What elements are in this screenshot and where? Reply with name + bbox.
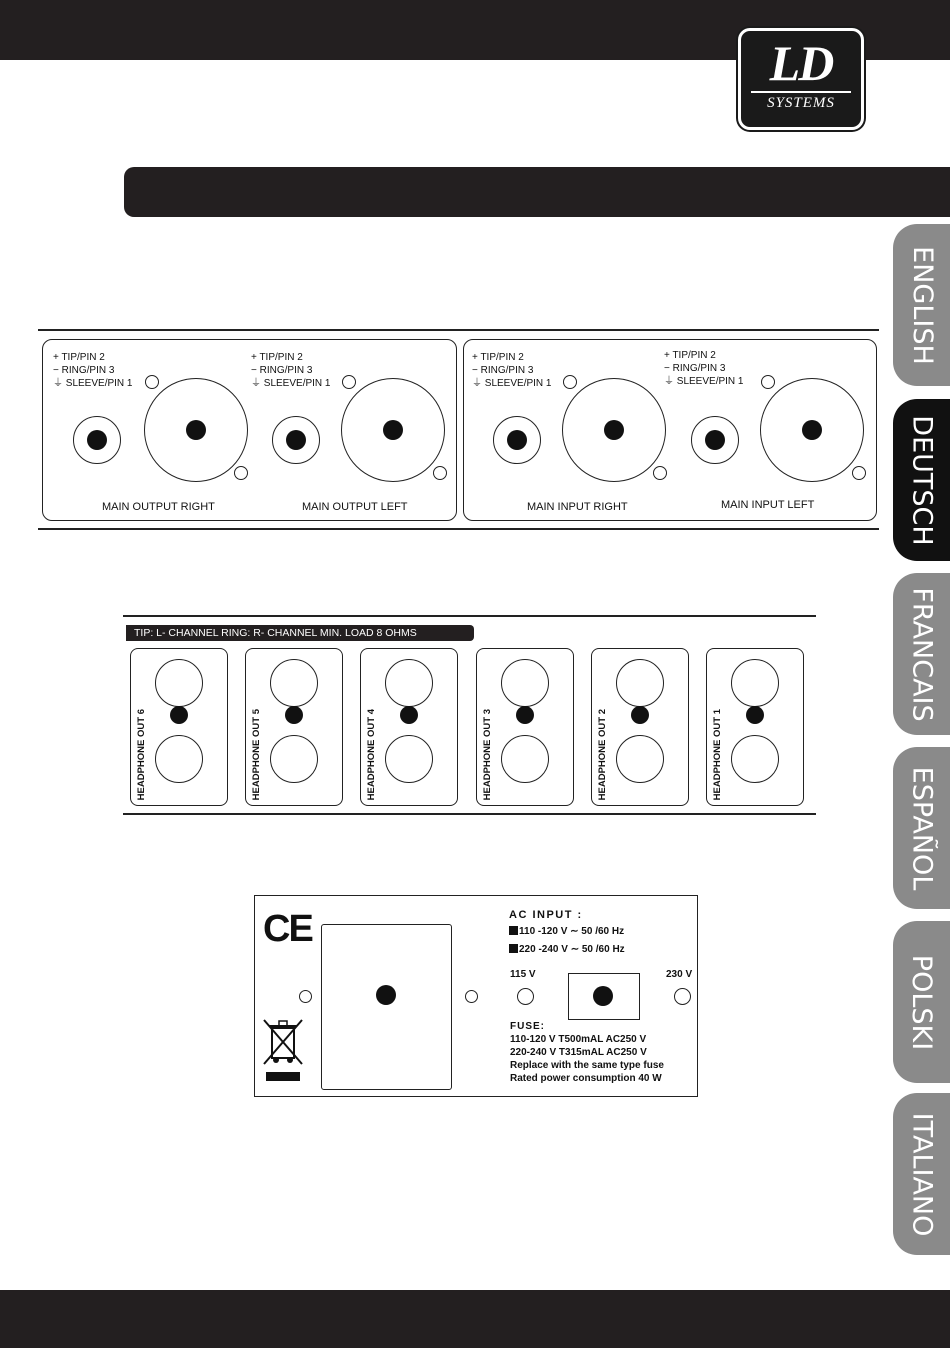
switch-knob	[593, 986, 613, 1006]
tab-espanol[interactable]	[893, 747, 950, 909]
headphone-label: HEADPHONE OUT 6	[136, 708, 147, 800]
headphone-label: HEADPHONE OUT 4	[366, 708, 377, 800]
jack-center	[285, 706, 303, 724]
fuse-line-1: 110-120 V T500mAL AC250 V	[510, 1034, 647, 1045]
screw-hole	[653, 466, 667, 480]
screw-hole	[299, 990, 312, 1003]
jack-ring	[616, 735, 664, 783]
ac-input-title: AC INPUT :	[509, 909, 583, 921]
tab-label: ENGLISH	[906, 245, 938, 365]
voltage-label-115: 115 V	[510, 969, 536, 980]
screw-hole	[674, 988, 691, 1005]
headphone-out-5	[245, 648, 343, 806]
screw-hole	[563, 375, 577, 389]
ld-systems-logo	[738, 28, 864, 130]
weee-bin-icon	[262, 1018, 304, 1084]
screw-hole	[234, 466, 248, 480]
screw-hole	[433, 466, 447, 480]
logo-main-text: LD	[769, 35, 833, 91]
ac-input-line-2: 220 -240 V ∼ 50 /60 Hz	[509, 944, 625, 955]
screw-hole	[465, 990, 478, 1003]
pin-label-tip: + TIP/PIN 2	[251, 352, 303, 363]
jack-ring	[731, 735, 779, 783]
pin-label-sleeve: ⏚ SLEEVE/PIN 1	[53, 378, 133, 389]
footer-bar	[0, 1290, 950, 1348]
jack-ring	[155, 659, 203, 707]
jack-ring	[155, 735, 203, 783]
tab-label: FRANCAIS	[906, 586, 938, 722]
jack-ring	[616, 659, 664, 707]
ac-input-line-1: 110 -120 V ∼ 50 /60 Hz	[509, 926, 624, 937]
jack-ring	[501, 659, 549, 707]
headphone-label: HEADPHONE OUT 2	[597, 708, 608, 800]
xlr-center	[383, 420, 403, 440]
jack-center	[507, 430, 527, 450]
headphone-out-1	[706, 648, 804, 806]
jack-center	[516, 706, 534, 724]
screw-hole	[342, 375, 356, 389]
pin-label-ring: − RING/PIN 3	[472, 365, 534, 376]
jack-ring	[501, 735, 549, 783]
inlet-screw	[376, 985, 396, 1005]
figure-rule-bottom	[38, 528, 879, 530]
pin-label-tip: + TIP/PIN 2	[472, 352, 524, 363]
tab-label: ESPAÑOL	[906, 766, 938, 890]
jack-ring	[385, 735, 433, 783]
tab-deutsch[interactable]	[893, 399, 950, 561]
jack-center	[631, 706, 649, 724]
fuse-note-2: Rated power consumption 40 W	[510, 1073, 662, 1084]
pin-label-sleeve: ⏚ SLEEVE/PIN 1	[472, 378, 552, 389]
screw-hole	[761, 375, 775, 389]
figure-rule-top	[38, 329, 879, 331]
pin-label-sleeve: ⏚ SLEEVE/PIN 1	[664, 376, 744, 387]
pin-label-ring: − RING/PIN 3	[664, 363, 726, 374]
headphone-out-2	[591, 648, 689, 806]
jack-ring	[270, 659, 318, 707]
tab-polski[interactable]	[893, 921, 950, 1083]
ce-mark: CE	[263, 908, 312, 950]
pin-label-sleeve: ⏚ SLEEVE/PIN 1	[251, 378, 331, 389]
fuse-title: FUSE:	[510, 1021, 545, 1032]
iec-power-inlet	[321, 924, 452, 1090]
screw-hole	[517, 988, 534, 1005]
connector-caption: MAIN INPUT RIGHT	[527, 501, 628, 513]
pin-label-tip: + TIP/PIN 2	[53, 352, 105, 363]
tab-label: ITALIANO	[906, 1112, 938, 1236]
figure-rule-bottom	[123, 813, 816, 815]
jack-center	[170, 706, 188, 724]
headphone-out-4	[360, 648, 458, 806]
headphone-label: HEADPHONE OUT 1	[712, 708, 723, 800]
checkbox-square	[509, 926, 518, 935]
xlr-center	[604, 420, 624, 440]
xlr-center	[186, 420, 206, 440]
headphone-out-6	[130, 648, 228, 806]
tab-francais[interactable]	[893, 573, 950, 735]
fuse-line-2: 220-240 V T315mAL AC250 V	[510, 1047, 647, 1058]
jack-center	[87, 430, 107, 450]
jack-center	[705, 430, 725, 450]
tab-label: POLSKI	[906, 954, 938, 1050]
headphone-spec-banner: TIP: L- CHANNEL RING: R- CHANNEL MIN. LOAD 8 OHMS	[126, 625, 474, 641]
jack-center	[400, 706, 418, 724]
jack-center	[746, 706, 764, 724]
xlr-center	[802, 420, 822, 440]
connector-caption: MAIN INPUT LEFT	[721, 499, 815, 511]
figure-rule-top	[123, 615, 816, 617]
pin-label-ring: − RING/PIN 3	[53, 365, 115, 376]
checkbox-square	[509, 944, 518, 953]
connector-caption: MAIN OUTPUT RIGHT	[102, 501, 215, 513]
jack-ring	[731, 659, 779, 707]
jack-ring	[385, 659, 433, 707]
fuse-note-1: Replace with the same type fuse	[510, 1060, 664, 1071]
headphone-label: HEADPHONE OUT 5	[251, 708, 262, 800]
screw-hole	[852, 466, 866, 480]
pin-label-tip: + TIP/PIN 2	[664, 350, 716, 361]
jack-ring	[270, 735, 318, 783]
headphone-out-3	[476, 648, 574, 806]
section-header-bar	[124, 167, 950, 217]
logo-sub-text: SYSTEMS	[751, 91, 851, 112]
tab-italiano[interactable]	[893, 1093, 950, 1255]
tab-label: DEUTSCH	[906, 414, 938, 546]
screw-hole	[145, 375, 159, 389]
jack-center	[286, 430, 306, 450]
tab-english[interactable]	[893, 224, 950, 386]
pin-label-ring: − RING/PIN 3	[251, 365, 313, 376]
voltage-label-230: 230 V	[666, 969, 693, 980]
headphone-label: HEADPHONE OUT 3	[482, 708, 493, 800]
connector-caption: MAIN OUTPUT LEFT	[302, 501, 408, 513]
